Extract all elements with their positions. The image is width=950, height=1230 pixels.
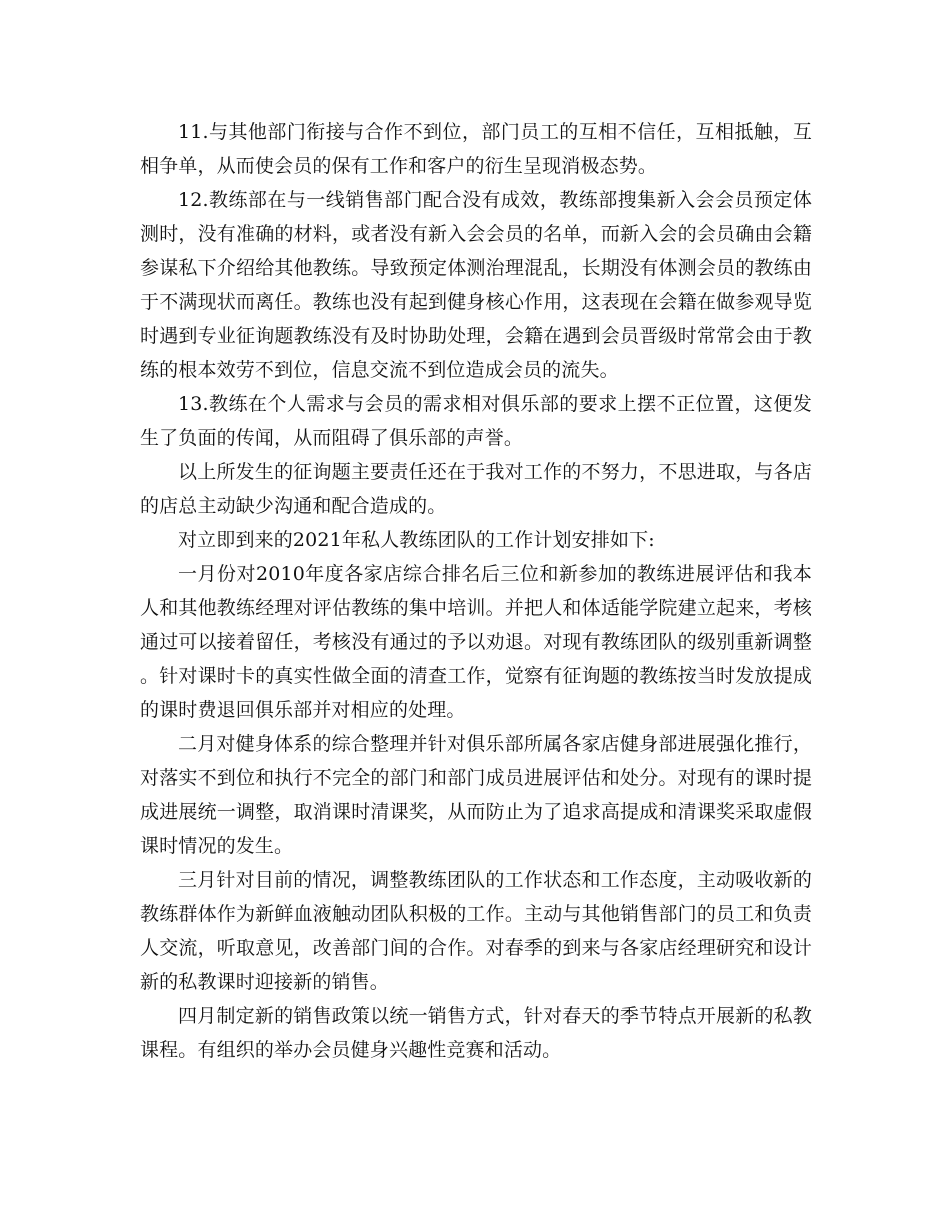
paragraph-april: 四月制定新的销售政策以统一销售方式，针对春天的季节特点开展新的私教课程。有组织的举办会员健身兴趣性竞赛和活动。: [140, 1005, 812, 1061]
document-body: [140, 115, 812, 1067]
paragraph-february: 二月对健身体系的综合整理并针对俱乐部所属各家店健身部进展强化推行，对落实不到位和执行不完全的部门和部门成员进展评估和处分。对现有的课时提成进展统一调整，取消课时清课奖，从而防止为了追求高提成和清课奖采取虚假课时情况的发生。: [140, 733, 812, 857]
paragraph-item-12: 12.教练部在与一线销售部门配合没有成效，教练部搜集新入会会员预定体测时，没有准确的材料，或者没有新入会会员的名单，而新入会的会员确由会籍参谋私下介绍给其他教练。导致预定体测治理混乱，长期没有体测会员的教练由于不满现状而离任。教练也没有起到健身核心作用，这表现在会籍在做参观导览时遇到专业征询题教练没有及时协助处理，会籍在遇到会员晋级时常常会由于教练的根本效劳不到位，信息交流不到位造成会员的流失。: [140, 189, 812, 381]
paragraph-plan-intro: 对立即到来的2021年私人教练团队的工作计划安排如下:: [178, 529, 655, 551]
paragraph-march: 三月针对目前的情况，调整教练团队的工作状态和工作态度，主动吸收新的教练群体作为新鲜血液触动团队积极的工作。主动与其他销售部门的员工和负责人交流，听取意见，改善部门间的合作。对春季的到来与各家店经理研究和设计新的私教课时迎接新的销售。: [140, 869, 812, 993]
paragraph-item-11: 11.与其他部门衔接与合作不到位，部门员工的互相不信任，互相抵触，互相争单，从而使会员的保有工作和客户的衍生呈现消极态势。: [140, 121, 812, 177]
paragraph-january: 一月份对2010年度各家店综合排名后三位和新参加的教练进展评估和我本人和其他教练经理对评估教练的集中培训。并把人和体适能学院建立起来，考核通过可以接着留任，考核没有通过的予以劝退。对现有教练团队的级别重新调整。针对课时卡的真实性做全面的清查工作，觉察有征询题的教练按当时发放提成的课时费退回俱乐部并对相应的处理。: [140, 563, 812, 721]
paragraph-summary: 以上所发生的征询题主要责任还在于我对工作的不努力，不思进取，与各店的店总主动缺少沟通和配合造成的。: [140, 461, 812, 517]
paragraph-item-13: 13.教练在个人需求与会员的需求相对俱乐部的要求上摆不正位置，这便发生了负面的传闻，从而阻碍了俱乐部的声誉。: [140, 393, 812, 449]
